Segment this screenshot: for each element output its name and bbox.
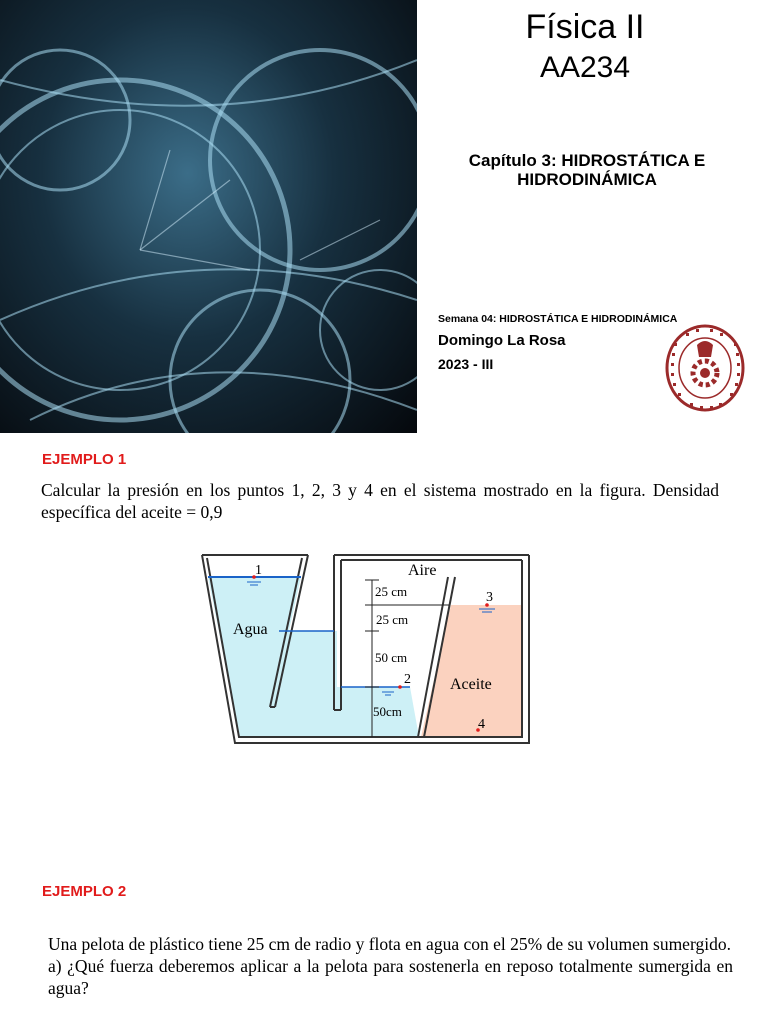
example-2-statement	[48, 933, 733, 999]
label-water: Agua	[233, 621, 268, 638]
dim-label-4: 50cm	[373, 704, 402, 719]
university-seal-logo	[664, 323, 746, 413]
label-point-3: 3	[486, 590, 493, 605]
example-1-heading: EJEMPLO 1	[42, 451, 127, 468]
course-code: AA234	[539, 51, 631, 84]
label-point-1: 1	[255, 563, 262, 578]
dim-label-3: 50 cm	[375, 650, 408, 665]
chapter-title-line2: HIDRODINÁMICA	[517, 170, 657, 189]
example-2-question-a: a) ¿Qué fuerza deberemos aplicar a la pelota para sostenerla en reposo totalmente sumergida en agua?	[48, 956, 733, 998]
label-point-4: 4	[478, 717, 485, 732]
example-2-line-1: Una pelota de plástico tiene 25 cm de radio y flota en agua con el 25% de su volumen sumergido.	[48, 934, 731, 954]
label-oil: Aceite	[450, 676, 492, 693]
tank-figure	[195, 550, 533, 751]
label-point-2: 2	[404, 672, 411, 687]
cover-image	[0, 0, 417, 433]
chapter-title-line1: Capítulo 3: HIDROSTÁTICA E	[468, 151, 706, 170]
chapter-title	[432, 151, 742, 189]
dim-label-1: 25 cm	[375, 584, 408, 599]
example-2-heading: EJEMPLO 2	[42, 883, 127, 900]
author-name: Domingo La Rosa	[438, 332, 566, 349]
course-title: Física II	[525, 8, 645, 46]
term-label: 2023 - III	[438, 356, 494, 372]
dim-label-2: 25 cm	[376, 612, 409, 627]
label-air: Aire	[408, 562, 437, 579]
example-1-statement: Calcular la presión en los puntos 1, 2, 3 y 4 en el sistema mostrado en la figura. Densidad específica del aceite = 0,9	[41, 480, 719, 522]
week-label: Semana 04: HIDROSTÁTICA E HIDRODINÁMICA	[438, 313, 678, 325]
